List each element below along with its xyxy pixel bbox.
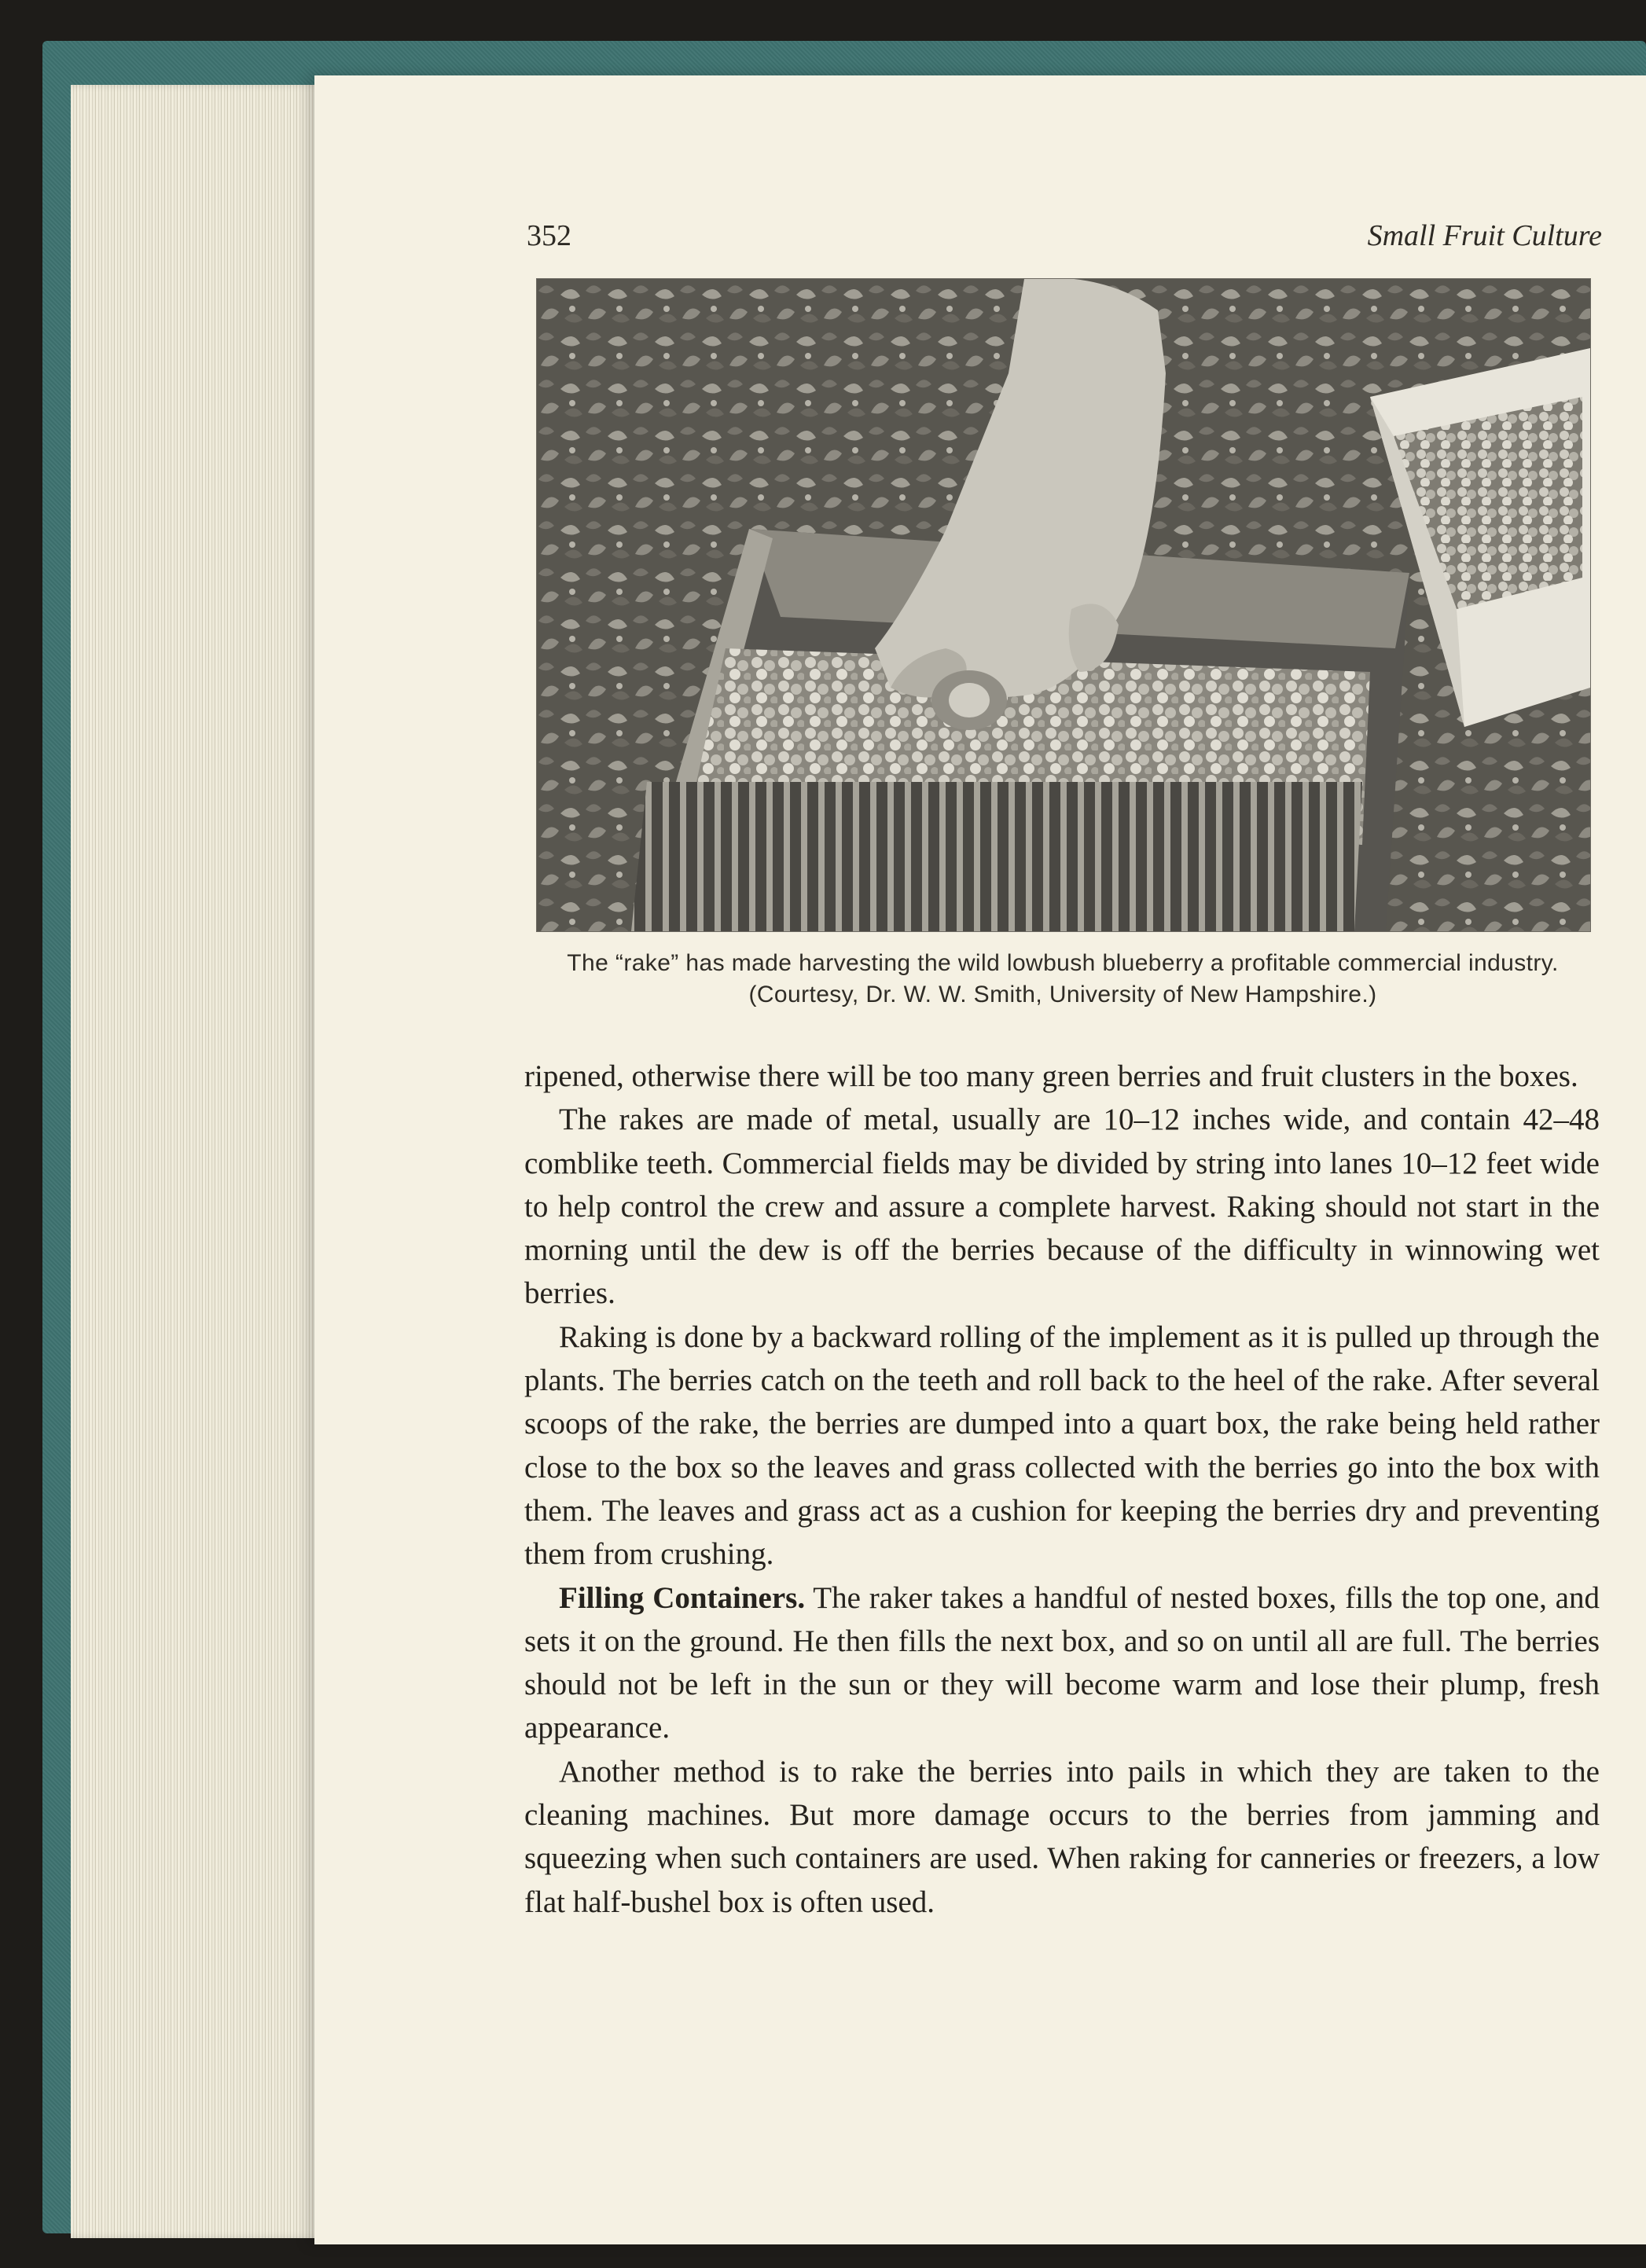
page-number: 352 xyxy=(527,219,571,252)
running-title: Small Fruit Culture xyxy=(1367,219,1602,252)
blueberry-rake-photo xyxy=(536,278,1591,932)
paragraph-1: ripened, otherwise there will be too many green berries and fruit clusters in the boxes. xyxy=(524,1059,1578,1093)
paragraph-5: Another method is to rake the berries into pails in which they are taken to the cleaning machines. But more damage occurs to the berries from jamming and squeezing when such containers are used. When raking for canneries or freezers, a low flat half-bushel box is often used. xyxy=(524,1754,1600,1919)
page-edges xyxy=(71,85,338,2238)
paragraph-3: Raking is done by a backward rolling of the implement as it is pulled up through the plants. The berries catch on the teeth and roll back to the heel of the rake. After several scoops of the rake, the berries are dumped into a quart box, the rake being held rather close to the box so the leaves and grass collected with the berries go into the box with them. The leaves and grass act as a cushion for keeping the berries dry and preventing them from crushing. xyxy=(524,1319,1600,1572)
section-heading: Filling Containers. xyxy=(559,1580,806,1615)
body-text xyxy=(524,1055,1600,1924)
figure-caption: The “rake” has made harvesting the wild lowbush blueberry a profitable commercial industry. (Courtesy, Dr. W. W. Smith, University of New Hampshire.) xyxy=(567,950,1559,1007)
paragraph-4-text: The raker takes a handful of nested boxes, fills the top one, and sets it on the ground. He then fills the next box, and so on until all are full. The berries should not be left in the sun or they will become warm and lose their plump, fresh appearance. xyxy=(524,1580,1600,1745)
running-head xyxy=(527,218,1602,258)
paragraph-2: The rakes are made of metal, usually are 10–12 inches wide, and contain 42–48 comblike teeth. Commercial fields may be divided by string into lanes 10–12 feet wide to help control the crew and assure a complete harvest. Raking should not start in the morning until the dew is off the berries because of the difficulty in winnowing wet berries. xyxy=(524,1103,1600,1311)
paragraph-4 xyxy=(524,1576,1600,1750)
